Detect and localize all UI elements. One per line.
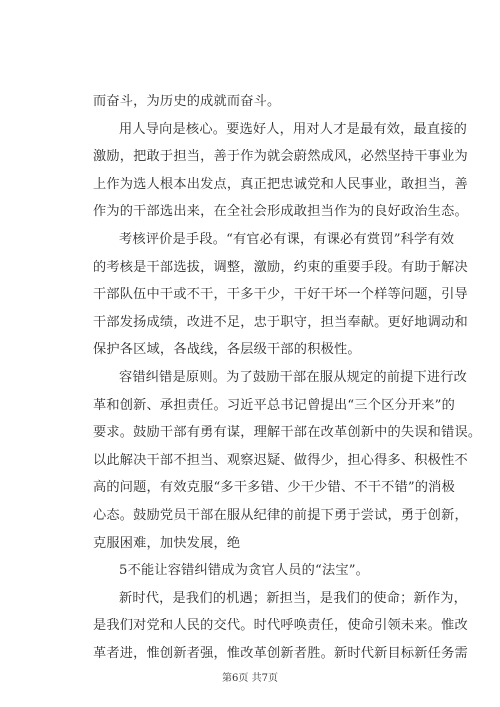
text-line: 心态。鼓励党员干部在服从纪律的前提下勇于尝试，勇于创新， [93,507,468,523]
text-line: 高的问题，有效克服“多干多错、少干少错、不干不错”的消极 [93,480,455,496]
text-line: 干部发扬成绩，改进不足，忠于职守，担当奉献。更好地调动和 [93,314,468,330]
text-line: 容错纠错是原则。为了鼓励干部在服从规定的前提下进行改 [119,369,468,385]
body-text [93,88,482,667]
text-line: 是我们对党和人民的交代。时代呼唤责任，使命引领未来。惟改 [93,618,468,634]
text-line: 考核评价是手段。“有官必有课，有课必有赏罚”科学有效 [119,231,455,247]
text-line: 克服困难，加快发展，绝 [93,535,241,551]
text-line: 上作为选人根本出发点，真正把忠诚党和人民事业，敢担当，善 [93,176,468,192]
text-line: 的考核是干部选拔，调整，激励，约束的重要手段。有助于解决 [93,259,468,275]
text-line: 保护各区域，各战线，各层级干部的积极性。 [93,342,361,358]
text-line: 5不能让容错纠错成为贪官人员的“法宝”。 [119,563,370,579]
text-line: 革者进，惟创新者强，惟改革创新者胜。新时代新目标新任务需 [93,645,468,661]
text-line: 革和创新、承担责任。习近平总书记曾提出“三个区分开来”的 [93,397,455,413]
text-line: 激励，把敢于担当，善于作为就会蔚然成风，必然坚持干事业为 [93,149,468,165]
text-line: 用人导向是核心。要选好人，用对人才是最有效，最直接的 [119,121,468,137]
text-line: 新时代，是我们的机遇；新担当，是我们的使命；新作为， [119,590,468,606]
text-line: 要求。鼓励干部有勇有谋，理解干部在改革创新中的失误和错误。 [93,425,482,441]
text-line: 作为的干部选出来，在全社会形成敢担当作为的良好政治生态。 [93,204,468,220]
text-line: 以此解决干部不担当、观察迟疑、做得少，担心得多、积极性不 [93,452,468,468]
text-line: 干部队伍中干或不干，干多干少，干好干坏一个样等问题，引导 [93,287,468,303]
page-number-footer: 第6页 共7页 [222,673,278,684]
text-line: 而奋斗，为历史的成就而奋斗。 [93,94,281,109]
